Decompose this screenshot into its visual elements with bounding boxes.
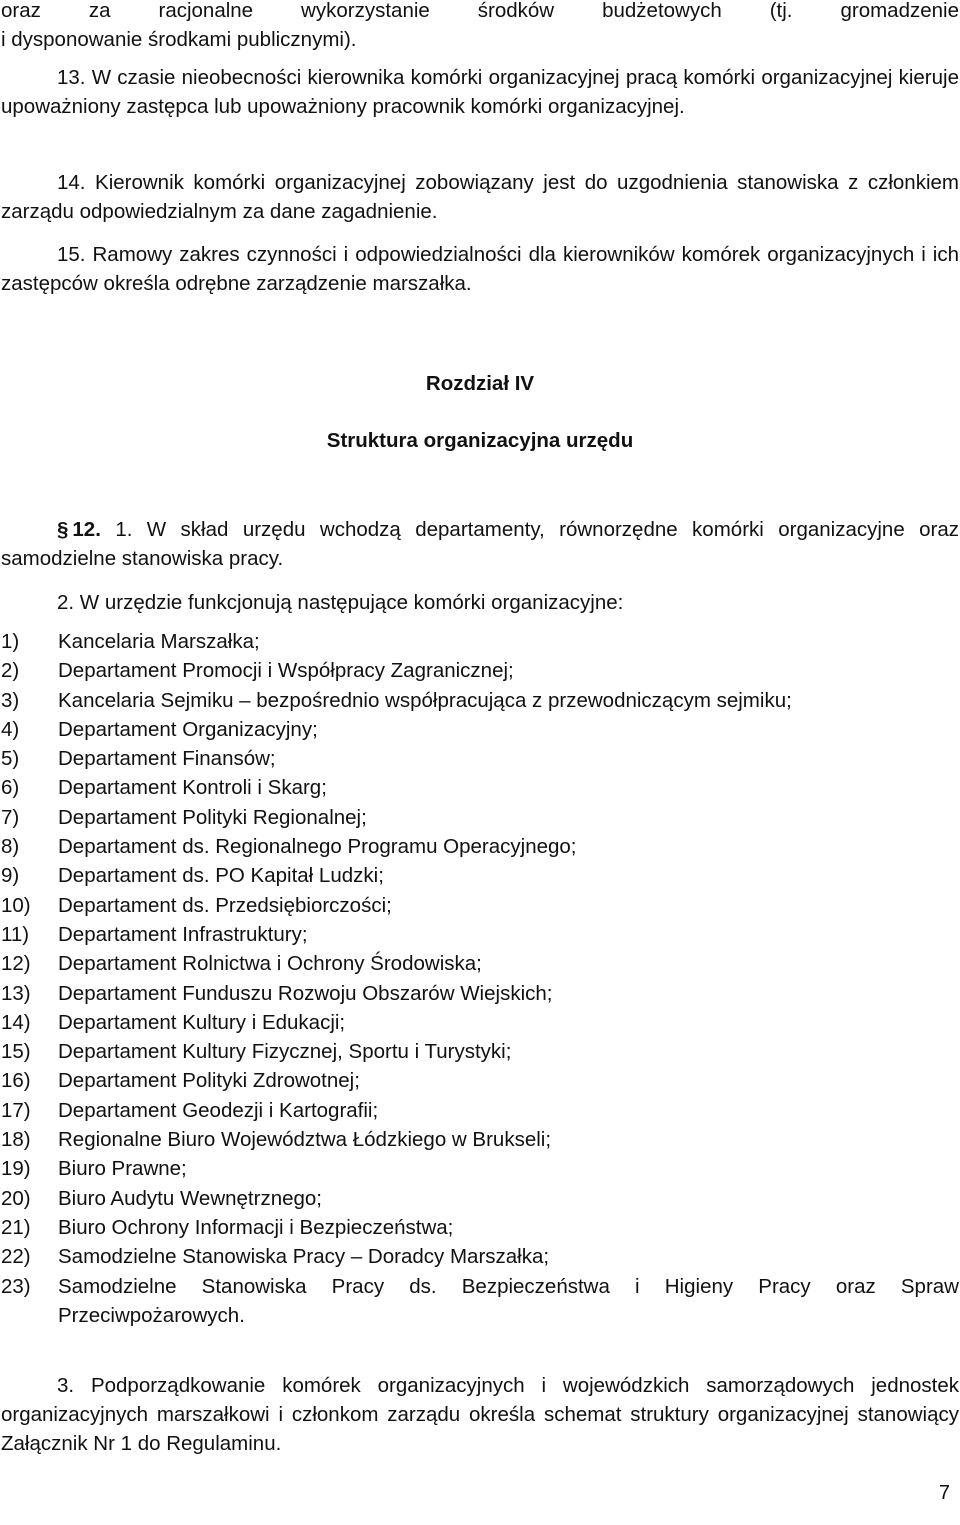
list-item-number: 10) xyxy=(1,893,31,917)
list-item-number: 23) xyxy=(1,1274,31,1298)
list-item-text: Departament Polityki Zdrowotnej; xyxy=(58,1069,360,1093)
list-item-number: 12) xyxy=(1,952,31,976)
list-item-text: Departament Rolnictwa i Ochrony Środowiska; xyxy=(58,952,482,976)
list-item-number: 16) xyxy=(1,1069,31,1093)
list-item xyxy=(1,861,959,890)
list-item xyxy=(1,773,959,802)
chapter-subtitle: Struktura organizacyjna urzędu xyxy=(326,429,634,452)
list-item-number: 7) xyxy=(1,805,20,829)
list-item xyxy=(1,1008,959,1037)
section-12-point-3: 3. Podporządkowanie komórek organizacyjnych i wojewódzkich samorządowych jednostek organizacyjnych marszałkowi i członkom zarządu określa schemat struktury organizacyjnej stanowiący Załącznik Nr 1 do Regulaminu. xyxy=(1,1374,959,1455)
list-item-number: 1) xyxy=(1,630,20,653)
list-item-number: 9) xyxy=(1,864,20,888)
list-item xyxy=(1,1242,959,1271)
list-item xyxy=(1,1154,959,1183)
list-item-text: Biuro Audytu Wewnętrznego; xyxy=(58,1186,322,1210)
section-12-point-2: 2. W urzędzie funkcjonują następujące komórki organizacyjne: xyxy=(57,591,624,614)
page-number: 7 xyxy=(938,1482,950,1504)
list-item-number: 21) xyxy=(1,1215,31,1239)
list-item xyxy=(1,891,959,920)
list-item xyxy=(1,1272,959,1331)
list-item-number: 8) xyxy=(1,835,20,859)
paragraph-15: 15. Ramowy zakres czynności i odpowiedzialności dla kierowników komórek organizacyjnych i ich zastępców określa odrębne zarządzenie marszałka. xyxy=(1,243,959,295)
list-item-text: Departament Kultury Fizycznej, Sportu i Turystyki; xyxy=(58,1040,512,1064)
list-item-text: Departament ds. Przedsiębiorczości; xyxy=(58,893,392,917)
list-item-number: 6) xyxy=(1,776,20,800)
list-item-number: 18) xyxy=(1,1128,31,1152)
list-item-number: 22) xyxy=(1,1245,31,1269)
list-item-text: Departament Infrastruktury; xyxy=(58,922,308,946)
list-item xyxy=(1,1125,959,1154)
paragraph-13: 13. W czasie nieobecności kierownika komórki organizacyjnej pracą komórki organizacyjnej kieruje upoważniony zastępca lub upoważniony pracownik komórki organizacyjnej. xyxy=(1,66,959,118)
list-item xyxy=(1,1066,959,1095)
list-item-text: Kancelaria Sejmiku – bezpośrednio współpracująca z przewodniczącym sejmiku; xyxy=(58,688,792,712)
list-item-number: 14) xyxy=(1,1010,31,1034)
list-item-text: Departament Promocji i Współpracy Zagranicznej; xyxy=(58,659,514,683)
organizational-units-list xyxy=(1,627,959,1330)
list-item-text: Departament Funduszu Rozwoju Obszarów Wiejskich; xyxy=(58,981,553,1005)
list-item xyxy=(1,1096,959,1125)
list-item xyxy=(1,1213,959,1242)
list-item-text: Samodzielne Stanowiska Pracy ds. Bezpieczeństwa i Higieny Pracy oraz Spraw Przeciwpożarowych. xyxy=(58,1274,959,1327)
list-item xyxy=(1,627,959,656)
list-item-text: Departament Kontroli i Skarg; xyxy=(58,776,327,800)
section-symbol: § xyxy=(57,518,69,541)
list-item-text: Regionalne Biuro Województwa Łódzkiego w Brukseli; xyxy=(58,1128,552,1152)
list-item-number: 17) xyxy=(1,1098,31,1122)
list-item-text: Departament Organizacyjny; xyxy=(58,717,318,741)
list-item xyxy=(1,715,959,744)
list-item-text: Biuro Ochrony Informacji i Bezpieczeństwa; xyxy=(58,1215,454,1239)
list-item-text: Biuro Prawne; xyxy=(58,1157,187,1181)
intro-line-1: oraz za racjonalne wykorzystanie środków budżetowych (tj. gromadzenie xyxy=(1,0,959,22)
section-12-point-1-text: 1. W skład urzędu wchodzą departamenty, równorzędne komórki organizacyjne oraz samodzielne stanowiska pracy. xyxy=(1,518,959,570)
list-item-text: Departament Finansów; xyxy=(58,747,276,771)
section-12-point-1 xyxy=(1,515,959,573)
list-item-text: Departament ds. PO Kapitał Ludzki; xyxy=(58,864,384,888)
list-item-number: 19) xyxy=(1,1157,31,1181)
chapter-title: Rozdział IV xyxy=(425,372,535,395)
list-item xyxy=(1,1037,959,1066)
list-item-number: 5) xyxy=(1,747,20,771)
list-item-number: 13) xyxy=(1,981,31,1005)
list-item-number: 4) xyxy=(1,717,20,741)
paragraph-14: 14. Kierownik komórki organizacyjnej zobowiązany jest do uzgodnienia stanowiska z członkiem zarządu odpowiedzialnym za dane zagadnienie. xyxy=(1,171,959,223)
list-item xyxy=(1,656,959,685)
list-item-number: 11) xyxy=(1,922,30,946)
list-item xyxy=(1,686,959,715)
list-item xyxy=(1,949,959,978)
list-item xyxy=(1,832,959,861)
list-item-text: Departament ds. Regionalnego Programu Operacyjnego; xyxy=(58,835,577,859)
list-item-number: 2) xyxy=(1,659,20,683)
intro-line-2: i dysponowanie środkami publicznymi). xyxy=(1,28,357,51)
list-item-text: Departament Polityki Regionalnej; xyxy=(58,805,367,829)
list-item-text: Samodzielne Stanowiska Pracy – Doradcy Marszałka; xyxy=(58,1245,550,1269)
list-item xyxy=(1,803,959,832)
list-item xyxy=(1,979,959,1008)
list-item-number: 3) xyxy=(1,688,20,712)
list-item-text: Departament Geodezji i Kartografii; xyxy=(58,1098,379,1122)
list-item xyxy=(1,920,959,949)
section-number: 12. xyxy=(72,518,101,541)
list-item-number: 20) xyxy=(1,1186,31,1210)
list-item-text: Departament Kultury i Edukacji; xyxy=(58,1010,346,1034)
list-item xyxy=(1,744,959,773)
list-item xyxy=(1,1184,959,1213)
list-item-number: 15) xyxy=(1,1040,31,1064)
list-item-text: Kancelaria Marszałka; xyxy=(58,630,260,653)
